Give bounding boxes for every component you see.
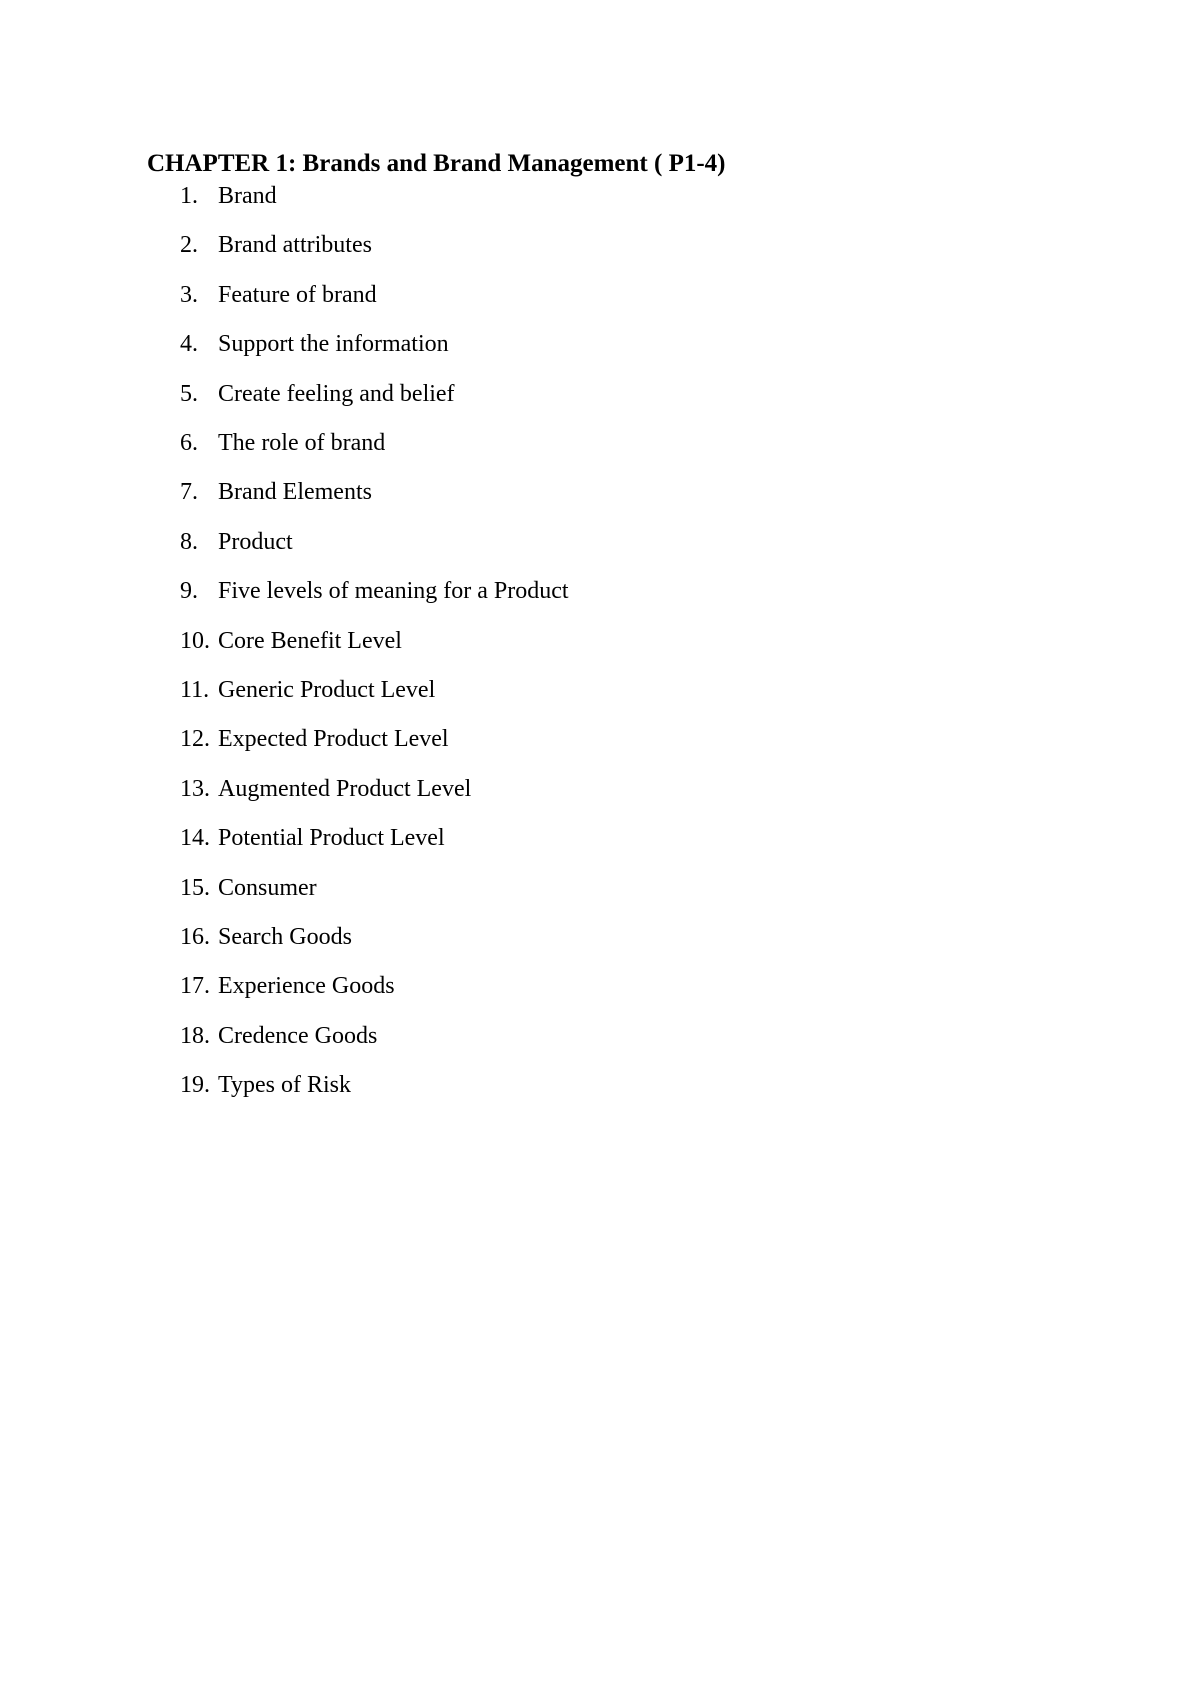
- list-item-text: Search Goods: [218, 924, 352, 950]
- list-item-number: 1.: [180, 183, 198, 209]
- list-item: [180, 968, 395, 1004]
- list-item-text: Product: [218, 528, 293, 555]
- list-item-text: Brand Elements: [218, 479, 372, 506]
- list-item-number: 9.: [180, 578, 198, 605]
- list-item: [180, 277, 377, 313]
- list-item-number: 2.: [180, 232, 198, 259]
- list-item: [180, 573, 569, 609]
- list-item-text: Brand attributes: [218, 232, 372, 259]
- list-item-number: 7.: [180, 479, 198, 506]
- list-item-text: Five levels of meaning for a Product: [218, 578, 569, 605]
- list-item-number: 15.: [180, 874, 210, 901]
- list-item-text: Consumer: [218, 874, 317, 901]
- list-item-text: The role of brand: [218, 430, 386, 456]
- list-item-number: 14.: [180, 825, 210, 852]
- list-item-text: Types of Risk: [218, 1072, 351, 1099]
- list-item: [180, 1067, 351, 1103]
- list-item-number: 16.: [180, 924, 210, 950]
- list-item-text: Core Benefit Level: [218, 627, 402, 654]
- list-item-number: 18.: [180, 1022, 210, 1049]
- list-item-text: Create feeling and belief: [218, 380, 455, 407]
- list-item: [180, 227, 372, 263]
- list-item-number: 3.: [180, 281, 198, 308]
- list-item-text: Brand: [218, 183, 277, 209]
- list-item: [180, 178, 277, 214]
- list-item-number: 8.: [180, 528, 198, 555]
- list-item-text: Feature of brand: [218, 281, 377, 308]
- list-item-number: 19.: [180, 1072, 210, 1099]
- list-item: [180, 425, 385, 461]
- list-item: [180, 721, 449, 757]
- list-item: [180, 919, 352, 955]
- list-item-number: 6.: [180, 430, 198, 456]
- list-item-text: Support the information: [218, 331, 449, 358]
- list-item: [180, 771, 471, 807]
- list-item-number: 5.: [180, 380, 198, 407]
- chapter-title: CHAPTER 1: Brands and Brand Management ( P1-4): [147, 150, 726, 177]
- list-item: [180, 376, 455, 412]
- list-item-text: Potential Product Level: [218, 825, 445, 852]
- list-item-text: Augmented Product Level: [218, 775, 472, 802]
- list-item-text: Experience Goods: [218, 973, 395, 1000]
- list-item-text: Expected Product Level: [218, 726, 449, 753]
- list-item: [180, 524, 293, 560]
- list-item-number: 11.: [180, 677, 210, 703]
- list-item: [180, 623, 402, 659]
- list-item: [180, 326, 449, 362]
- list-item-number: 17.: [180, 973, 210, 1000]
- list-item-number: 10.: [180, 627, 210, 654]
- list-item: [180, 1018, 377, 1054]
- list-item: [180, 820, 445, 856]
- list-item-text: Generic Product Level: [218, 677, 436, 703]
- list-item-number: 4.: [180, 331, 198, 358]
- list-item-number: 12.: [180, 726, 210, 753]
- list-item: [180, 870, 317, 906]
- list-item-text: Credence Goods: [218, 1022, 378, 1049]
- list-item: [180, 672, 435, 708]
- list-item-number: 13.: [180, 775, 210, 802]
- list-item: [180, 474, 372, 510]
